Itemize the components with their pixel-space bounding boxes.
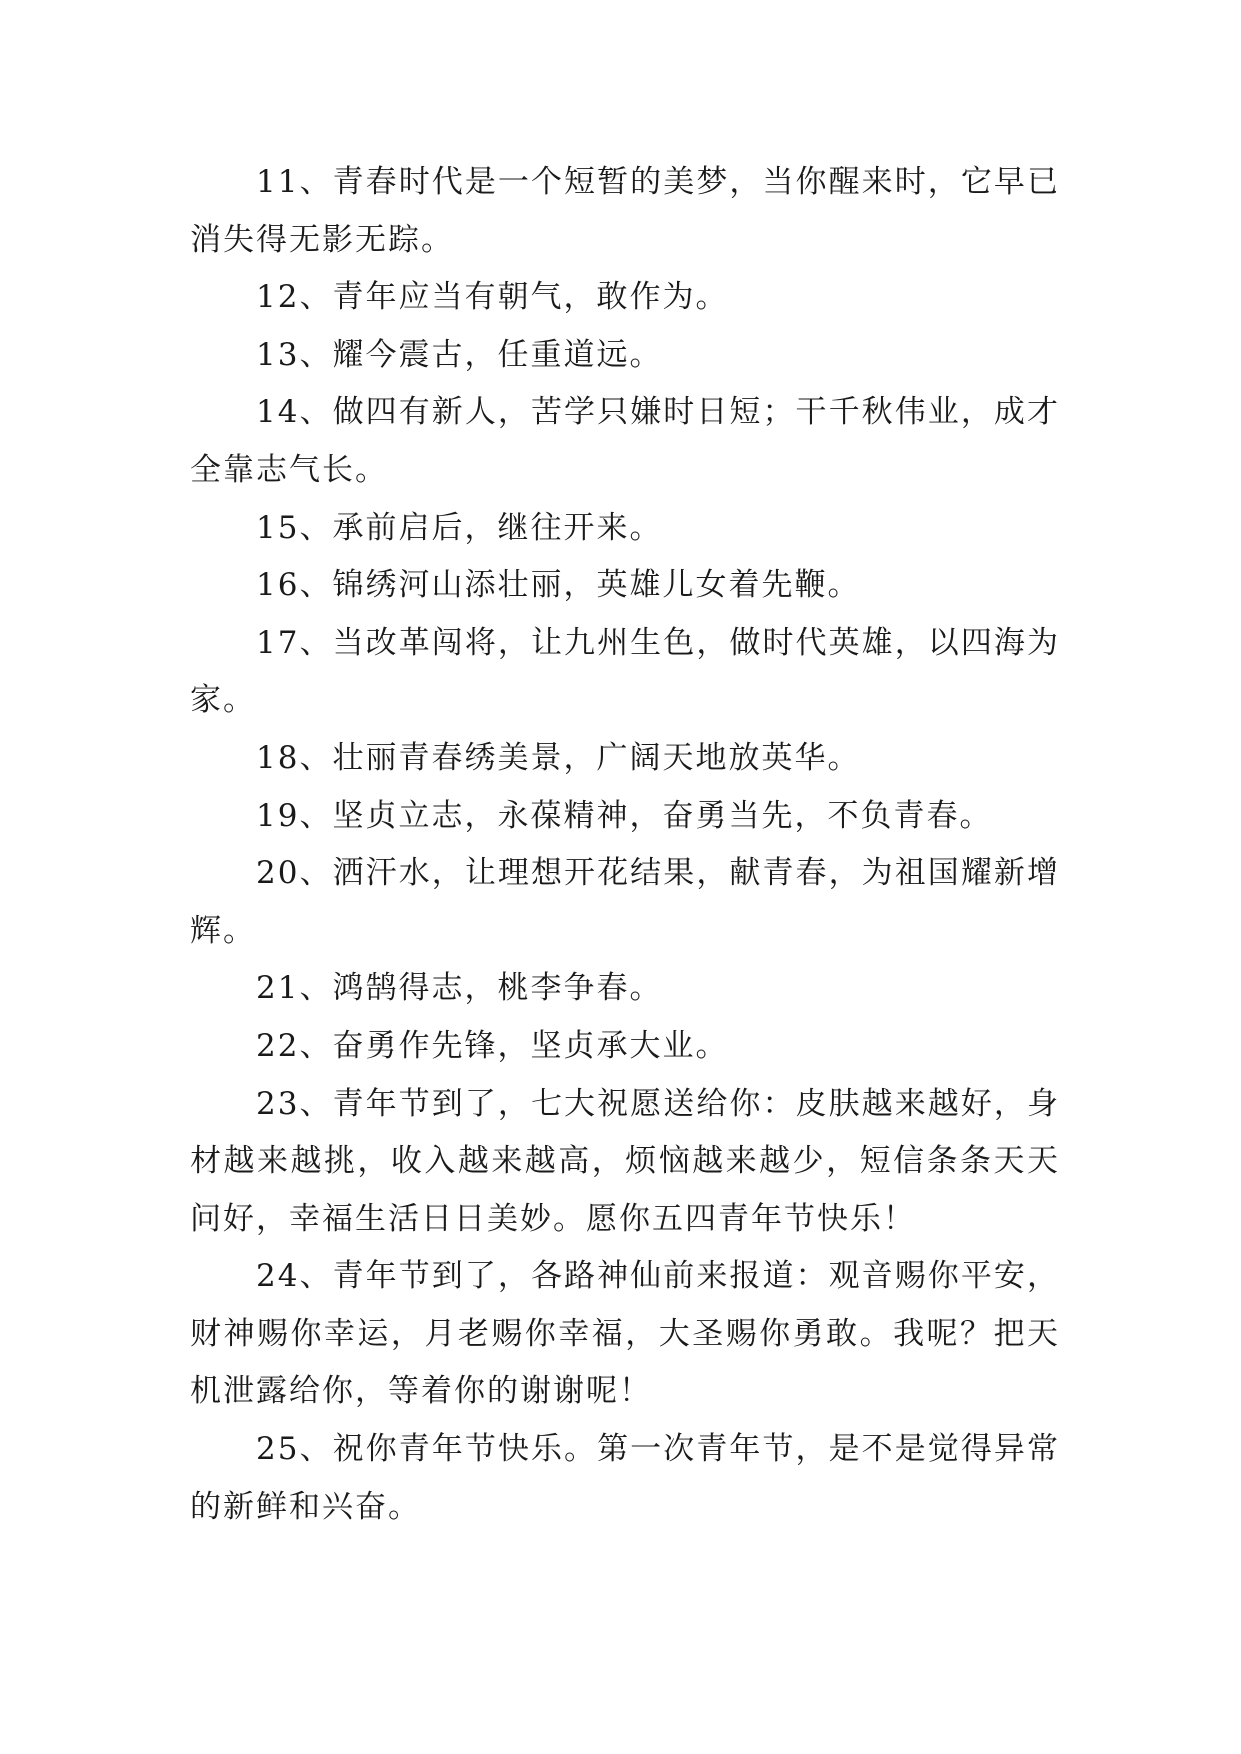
paragraph-17: 17、当改革闯将，让九州生色，做时代英雄，以四海为家。 [190, 624, 1060, 719]
paragraph-22: 22、奋勇作先锋，坚贞承大业。 [256, 1027, 729, 1064]
paragraph-25: 25、祝你青年节快乐。第一次青年节，是不是觉得异常的新鲜和兴奋。 [190, 1431, 1060, 1525]
paragraph-12: 12、青年应当有朝气，敢作为。 [256, 279, 729, 316]
paragraph-23: 23、青年节到了，七大祝愿送给你：皮肤越来越好，身材越来越挑，收入越来越高，烦恼越来越少，短信条条天天问好，幸福生活日日美妙。愿你五四青年节快乐！ [190, 1085, 1060, 1237]
document-body [190, 154, 1060, 1536]
paragraph-14: 14、做四有新人，苦学只嫌时日短；干千秋伟业，成才全靠志气长。 [190, 394, 1060, 488]
paragraph-13: 13、耀今震古，任重道远。 [256, 336, 663, 373]
paragraph-18: 18、壮丽青春绣美景，广阔天地放英华。 [256, 739, 861, 776]
paragraph-16: 16、锦绣河山添壮丽，英雄儿女着先鞭。 [256, 567, 861, 604]
paragraph-24: 24、青年节到了，各路神仙前来报道：观音赐你平安，财神赐你幸运，月老赐你幸福，大圣赐你勇敢。我呢？把天机泄露给你，等着你的谢谢呢！ [190, 1258, 1060, 1410]
paragraph-21: 21、鸿鹄得志，桃李争春。 [256, 970, 663, 1007]
paragraph-19: 19、坚贞立志，永葆精神，奋勇当先，不负青春。 [256, 797, 993, 834]
paragraph-11: 11、青春时代是一个短暂的美梦，当你醒来时，它早已消失得无影无踪。 [190, 164, 1060, 258]
paragraph-15: 15、承前启后，继往开来。 [256, 509, 663, 546]
paragraph-20: 20、洒汗水，让理想开花结果，献青春，为祖国耀新增辉。 [190, 855, 1060, 949]
